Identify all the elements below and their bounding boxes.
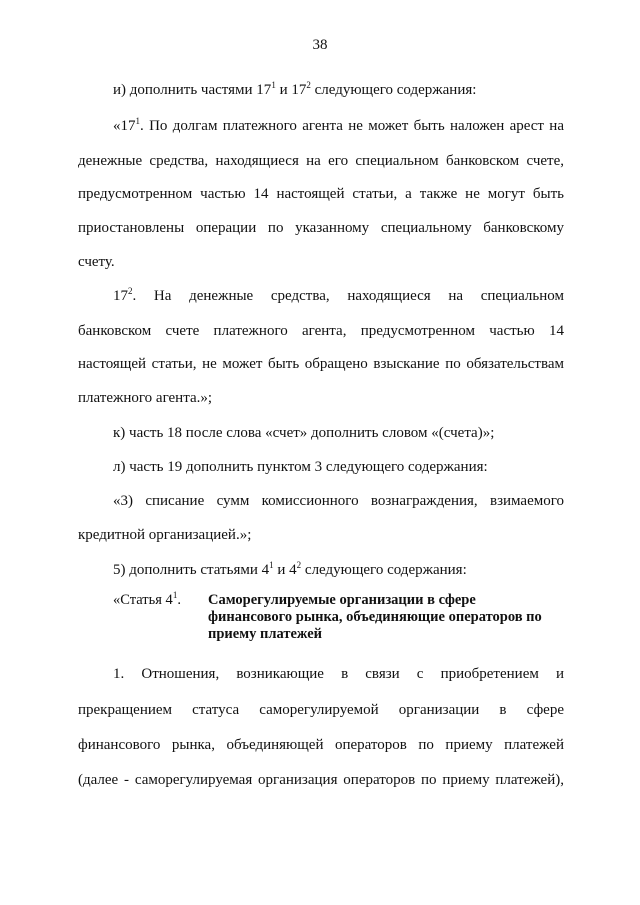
part-17-2-line: банковском счете платежного агента, предусмотренном частью 14 bbox=[78, 323, 564, 339]
point-1-line: прекращением статуса саморегулируемой организации в сфере bbox=[78, 702, 564, 718]
point-1-first-line: 1. Отношения, возникающие в связи с приобретением и bbox=[113, 666, 564, 682]
point-1-line: (далее - саморегулируемая организация операторов по приему платежей), bbox=[78, 772, 564, 788]
item-l: л) часть 19 дополнить пунктом 3 следующего содержания: bbox=[113, 459, 488, 475]
point-1-line: финансового рынка, объединяющей операторов по приему платежей bbox=[78, 737, 564, 753]
part-17-1-line: счету. bbox=[78, 254, 115, 270]
quote-3-first-line: «3) списание сумм комиссионного вознаграждения, взимаемого bbox=[113, 493, 564, 509]
part-17-2-line: настоящей статьи, не может быть обращено взыскание по обязательствам bbox=[78, 356, 564, 372]
part-17-2-line: платежного агента.»; bbox=[78, 390, 213, 406]
part-17-1-line: предусмотренном частью 14 настоящей статьи, а также не могут быть bbox=[78, 186, 564, 202]
part-17-2-first-line: $17^2$. На денежные средства, находящиеся на специальном bbox=[113, 286, 564, 304]
part-17-1-first-line: «$17^1$. По долгам платежного агента не может быть наложен арест на bbox=[113, 116, 564, 134]
part-17-1-line: приостановлены операции по указанному специальному банковскому bbox=[78, 220, 564, 236]
page-number: 38 bbox=[312, 37, 328, 53]
item-i: и) дополнить частями $17^1$ и $17^2$ следующего содержания: bbox=[113, 80, 477, 98]
item-5: 5) дополнить статьями $4^1$ и $4^2$ следующего содержания: bbox=[113, 560, 467, 578]
part-17-1-line: денежные средства, находящиеся на его специальном банковском счете, bbox=[78, 153, 564, 169]
item-k: к) часть 18 после слова «счет» дополнить словом «(счета)»; bbox=[113, 425, 495, 441]
article-label: «Статья $4^1$. bbox=[113, 590, 181, 608]
quote-3-line: кредитной организацией.»; bbox=[78, 527, 252, 543]
article-title: Саморегулируемые организации в сфере финансового рынка, объединяющие операторов по приему платежей bbox=[208, 592, 542, 642]
